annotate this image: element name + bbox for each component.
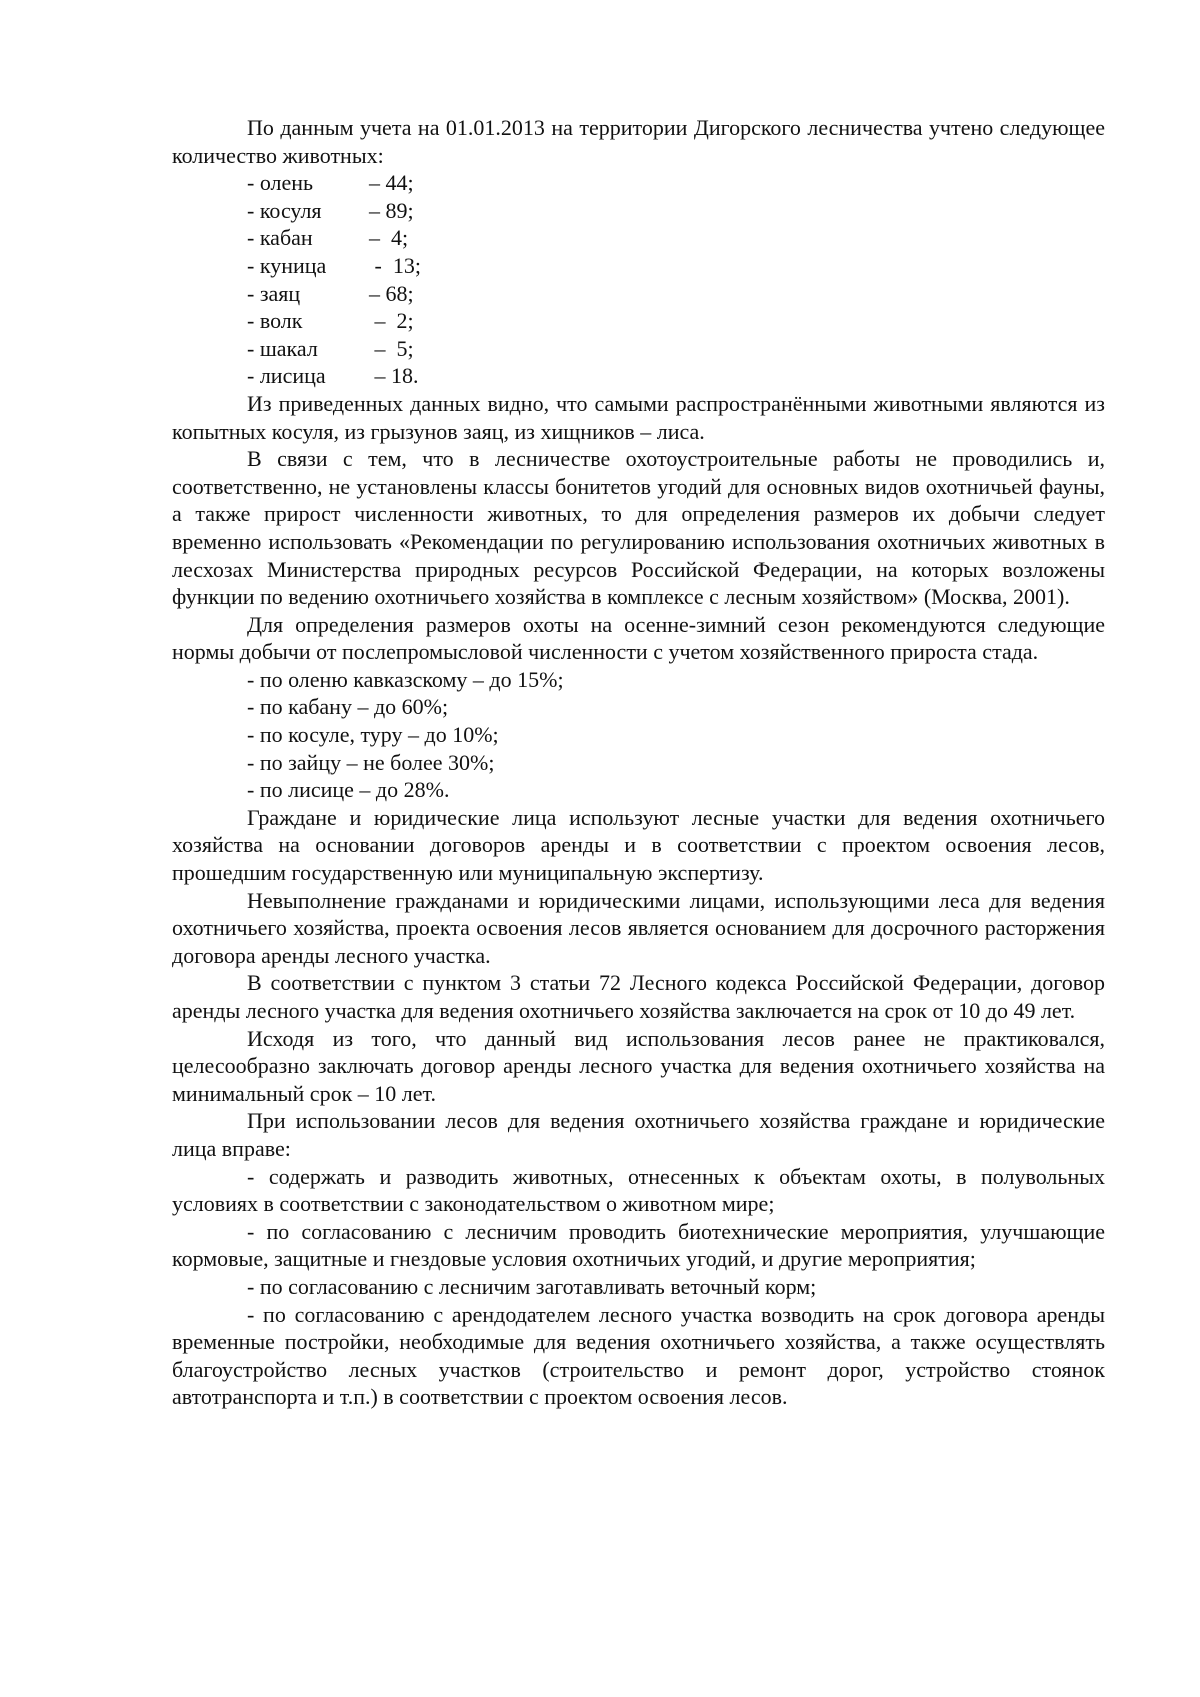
list-item: - по косуле, туру – до 10%; (247, 722, 499, 748)
animal-row (172, 362, 1105, 390)
animal-count: – 89; (369, 197, 414, 223)
list-item: - по согласованию с лесничим проводить биотехнические мероприятия, улучшающие кормовые, защитные и гнездовые условия охотничьих угодий, и другие мероприятия; (172, 1218, 1105, 1272)
animal-row (172, 335, 1105, 363)
animal-row (172, 252, 1105, 280)
list-item: - по кабану – до 60%; (247, 694, 449, 720)
animal-row (172, 197, 1105, 225)
animal-count: – 68; (369, 280, 414, 306)
document-page (172, 114, 1105, 1411)
rights-list (172, 1163, 1105, 1411)
hunting-norms-list (172, 666, 1105, 804)
animal-count: – 18. (369, 363, 419, 389)
list-item: - по оленю кавказскому – до 15%; (247, 666, 564, 692)
animal-name: - куница (247, 252, 327, 278)
animal-count: – 4; (369, 225, 409, 251)
animal-name: - лисица (247, 363, 326, 389)
body-paragraph: Из приведенных данных видно, что самыми распространёнными животными являются из копытных косуля, из грызунов заяц, из хищников – лиса. (172, 390, 1105, 444)
animal-name: - волк (247, 308, 303, 334)
intro-paragraph: По данным учета на 01.01.2013 на территории Дигорского лесничества учтено следующее количество животных: (172, 115, 1105, 168)
animal-name: - олень (247, 170, 314, 196)
body-paragraph: Невыполнение гражданами и юридическими лицами, использующими леса для ведения охотничьего хозяйства, проекта освоения лесов является основанием для досрочного расторжения договора аренды лесного участка. (172, 887, 1105, 968)
body-paragraph: Для определения размеров охоты на осенне-зимний сезон рекомендуются следующие нормы добычи от послепромысловой численности с учетом хозяйственного прироста стада. (172, 611, 1105, 665)
body-paragraph: При использовании лесов для ведения охотничьего хозяйства граждане и юридические лица вправе: (172, 1108, 1105, 1161)
animal-name: - кабан (247, 225, 313, 251)
animal-count: – 2; (369, 308, 414, 334)
animal-name: - шакал (247, 335, 318, 361)
list-item: - по лисице – до 28%. (247, 777, 450, 803)
body-paragraph: В связи с тем, что в лесничестве охотоустроительные работы не проводились и, соответственно, не установлены классы бонитетов угодий для основных видов охотничьей фауны, а также прирост численности животных, то для определения размеров их добычи следует временно использовать «Рекомендации по регулированию использования охотничьих животных в лесхозах Министерства природных ресурсов Российской Федерации, на которых возложены функции по ведению охотничьего хозяйства в комплексе с лесным хозяйством» (Москва, 2001). (172, 446, 1105, 610)
animal-row (172, 280, 1105, 308)
animal-count: - 13; (369, 252, 421, 278)
body-paragraph: В соответствии с пунктом 3 статьи 72 Лесного кодекса Российской Федерации, договор аренды лесного участка для ведения охотничьего хозяйства заключается на срок от 10 до 49 лет. (172, 970, 1105, 1023)
animal-count-list (172, 169, 1105, 390)
animal-name: - заяц (247, 280, 301, 306)
animal-count: – 44; (369, 170, 414, 196)
body-paragraph: Исходя из того, что данный вид использования лесов ранее не практиковался, целесообразно заключать договор аренды лесного участка для ведения охотничьего хозяйства на минимальный срок – 10 лет. (172, 1025, 1105, 1106)
animal-row (172, 307, 1105, 335)
list-item: - по согласованию с лесничим заготавливать веточный корм; (247, 1273, 817, 1299)
animal-count: – 5; (369, 335, 414, 361)
list-item: - по зайцу – не более 30%; (247, 749, 495, 775)
animal-row (172, 169, 1105, 197)
animal-name: - косуля (247, 197, 322, 223)
animal-row (172, 224, 1105, 252)
list-item: - содержать и разводить животных, отнесенных к объектам охоты, в полувольных условиях в соответствии с законодательством о животном мире; (172, 1163, 1105, 1217)
list-item: - по согласованию с арендодателем лесного участка возводить на срок договора аренды временные постройки, необходимые для ведения охотничьего хозяйства, а также осуществлять благоустройство лесных участков (строительство и ремонт дорог, устройство стоянок автотранспорта и т.п.) в соответствии с проектом освоения лесов. (172, 1301, 1105, 1410)
body-paragraph: Граждане и юридические лица используют лесные участки для ведения охотничьего хозяйства на основании договоров аренды и в соответствии с проектом освоения лесов, прошедшим государственную или муниципальную экспертизу. (172, 804, 1105, 886)
